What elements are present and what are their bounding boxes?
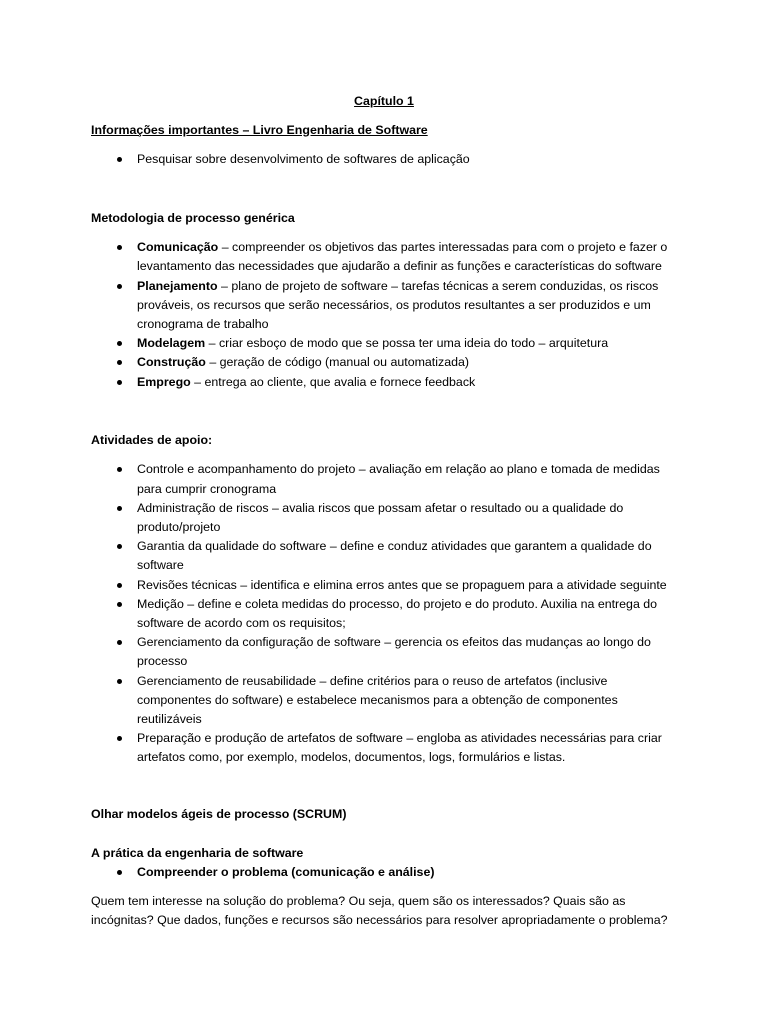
bullet-icon bbox=[117, 602, 122, 607]
bullet-icon bbox=[117, 360, 122, 365]
list-item-line: Controle e acompanhamento do projeto – avaliação em relação ao plano e tomada de medidas bbox=[137, 462, 660, 477]
list-item-line: artefatos como, por exemplo, modelos, documentos, logs, formulários e listas. bbox=[137, 750, 566, 765]
list-item bbox=[0, 672, 768, 730]
bullet-icon bbox=[117, 157, 122, 162]
list-item bbox=[0, 353, 768, 372]
list-item-line: Garantia da qualidade do software – define e conduz atividades que garantem a qualidade do bbox=[137, 539, 652, 554]
list-item-line: Gerenciamento de reusabilidade – define critérios para o reuso de artefatos (inclusive bbox=[137, 673, 608, 688]
term: Comunicação bbox=[137, 240, 219, 255]
list-item-line bbox=[137, 277, 768, 296]
list-item-text: Compreender o problema (comunicação e análise) bbox=[137, 864, 435, 879]
bullet-icon bbox=[117, 640, 122, 645]
list-item-line: produto/projeto bbox=[137, 520, 221, 534]
bullet-icon bbox=[117, 284, 122, 289]
list-item bbox=[0, 729, 768, 767]
list-item-line: reutilizáveis bbox=[137, 711, 202, 726]
chapter-title: Capítulo 1 bbox=[354, 93, 414, 108]
bullet-icon bbox=[117, 736, 122, 741]
bullet-icon bbox=[117, 341, 122, 346]
list-item-line: cronograma de trabalho bbox=[137, 317, 269, 331]
bullet-icon bbox=[117, 870, 122, 875]
list-item-line bbox=[137, 353, 768, 372]
list-item bbox=[0, 576, 768, 595]
description: – plano de projeto de software – tarefas técnicas a serem conduzidas, os riscos bbox=[221, 278, 659, 293]
metodologia-heading: Metodologia de processo genérica bbox=[91, 210, 295, 225]
list-item-line: levantamento das necessidades que ajudarão a definir as funções e características do software bbox=[137, 259, 662, 274]
list-item bbox=[0, 537, 768, 575]
bullet-icon bbox=[117, 679, 122, 684]
atividades-heading: Atividades de apoio: bbox=[91, 433, 213, 448]
term: Planejamento bbox=[137, 278, 218, 293]
list-item-line bbox=[137, 238, 768, 257]
list-item-line: prováveis, os recursos que serão necessários, os produtos resultantes a ser produzidos e um bbox=[137, 297, 651, 312]
list-item bbox=[0, 277, 768, 335]
term: Emprego bbox=[137, 374, 191, 389]
metodologia-list bbox=[0, 238, 768, 392]
bullet-icon bbox=[117, 506, 122, 511]
atividades-list bbox=[0, 460, 768, 767]
description: – criar esboço de modo que se possa ter uma ideia do todo – arquitetura bbox=[208, 336, 609, 351]
list-item-line: Preparação e produção de artefatos de software – engloba as atividades necessárias para criar bbox=[137, 731, 662, 746]
list-item bbox=[0, 499, 768, 537]
description: – entrega ao cliente, que avalia e fornece feedback bbox=[194, 374, 476, 389]
scrum-note: Olhar modelos ágeis de processo (SCRUM) bbox=[91, 807, 347, 822]
term: Construção bbox=[137, 355, 206, 370]
list-item-line: Revisões técnicas – identifica e elimina erros antes que se propaguem para a atividade seguinte bbox=[137, 577, 667, 592]
list-item bbox=[0, 460, 768, 498]
list-item-text: Pesquisar sobre desenvolvimento de softwares de aplicação bbox=[137, 152, 470, 167]
list-item-line: software bbox=[137, 558, 184, 573]
list-item-line: componentes do software) e estabelece mecanismos para a obtenção de componentes bbox=[137, 692, 618, 707]
list-item bbox=[0, 150, 768, 169]
paragraph-line: incógnitas? Que dados, funções e recursos são necessários para resolver apropriadamente o problema? bbox=[91, 913, 668, 928]
pratica-heading: A prática da engenharia de software bbox=[91, 845, 304, 860]
list-item bbox=[0, 633, 768, 671]
section-subtitle: Informações importantes – Livro Engenharia de Software bbox=[91, 122, 428, 137]
intro-list bbox=[0, 150, 768, 169]
list-item-line bbox=[137, 373, 768, 392]
list-item bbox=[0, 373, 768, 392]
pratica-paragraph bbox=[0, 892, 768, 930]
list-item-line: processo bbox=[137, 654, 188, 669]
description: – geração de código (manual ou automatizada) bbox=[209, 355, 469, 370]
list-item-line: Medição – define e coleta medidas do processo, do projeto e do produto. Auxilia na entrega do bbox=[137, 596, 658, 611]
list-item bbox=[0, 595, 768, 633]
bullet-icon bbox=[117, 583, 122, 588]
pratica-list bbox=[0, 863, 768, 882]
description: – compreender os objetivos das partes interessadas para com o projeto e fazer o bbox=[221, 240, 668, 255]
list-item bbox=[0, 334, 768, 353]
term: Modelagem bbox=[137, 336, 206, 351]
list-item-line: software de acordo com os requisitos; bbox=[137, 615, 346, 630]
bullet-icon bbox=[117, 467, 122, 472]
list-item-line: para cumprir cronograma bbox=[137, 481, 277, 496]
list-item-line: Gerenciamento da configuração de software – gerencia os efeitos das mudanças ao longo do bbox=[137, 635, 651, 650]
list-item bbox=[0, 863, 768, 882]
list-item bbox=[0, 238, 768, 276]
list-item-line: Administração de riscos – avalia riscos que possam afetar o resultado ou a qualidade do bbox=[137, 500, 624, 515]
bullet-icon bbox=[117, 544, 122, 549]
bullet-icon bbox=[117, 380, 122, 385]
list-item-line bbox=[137, 334, 768, 353]
paragraph-line: Quem tem interesse na solução do problema? Ou seja, quem são os interessados? Quais são as bbox=[91, 894, 626, 908]
bullet-icon bbox=[117, 245, 122, 250]
